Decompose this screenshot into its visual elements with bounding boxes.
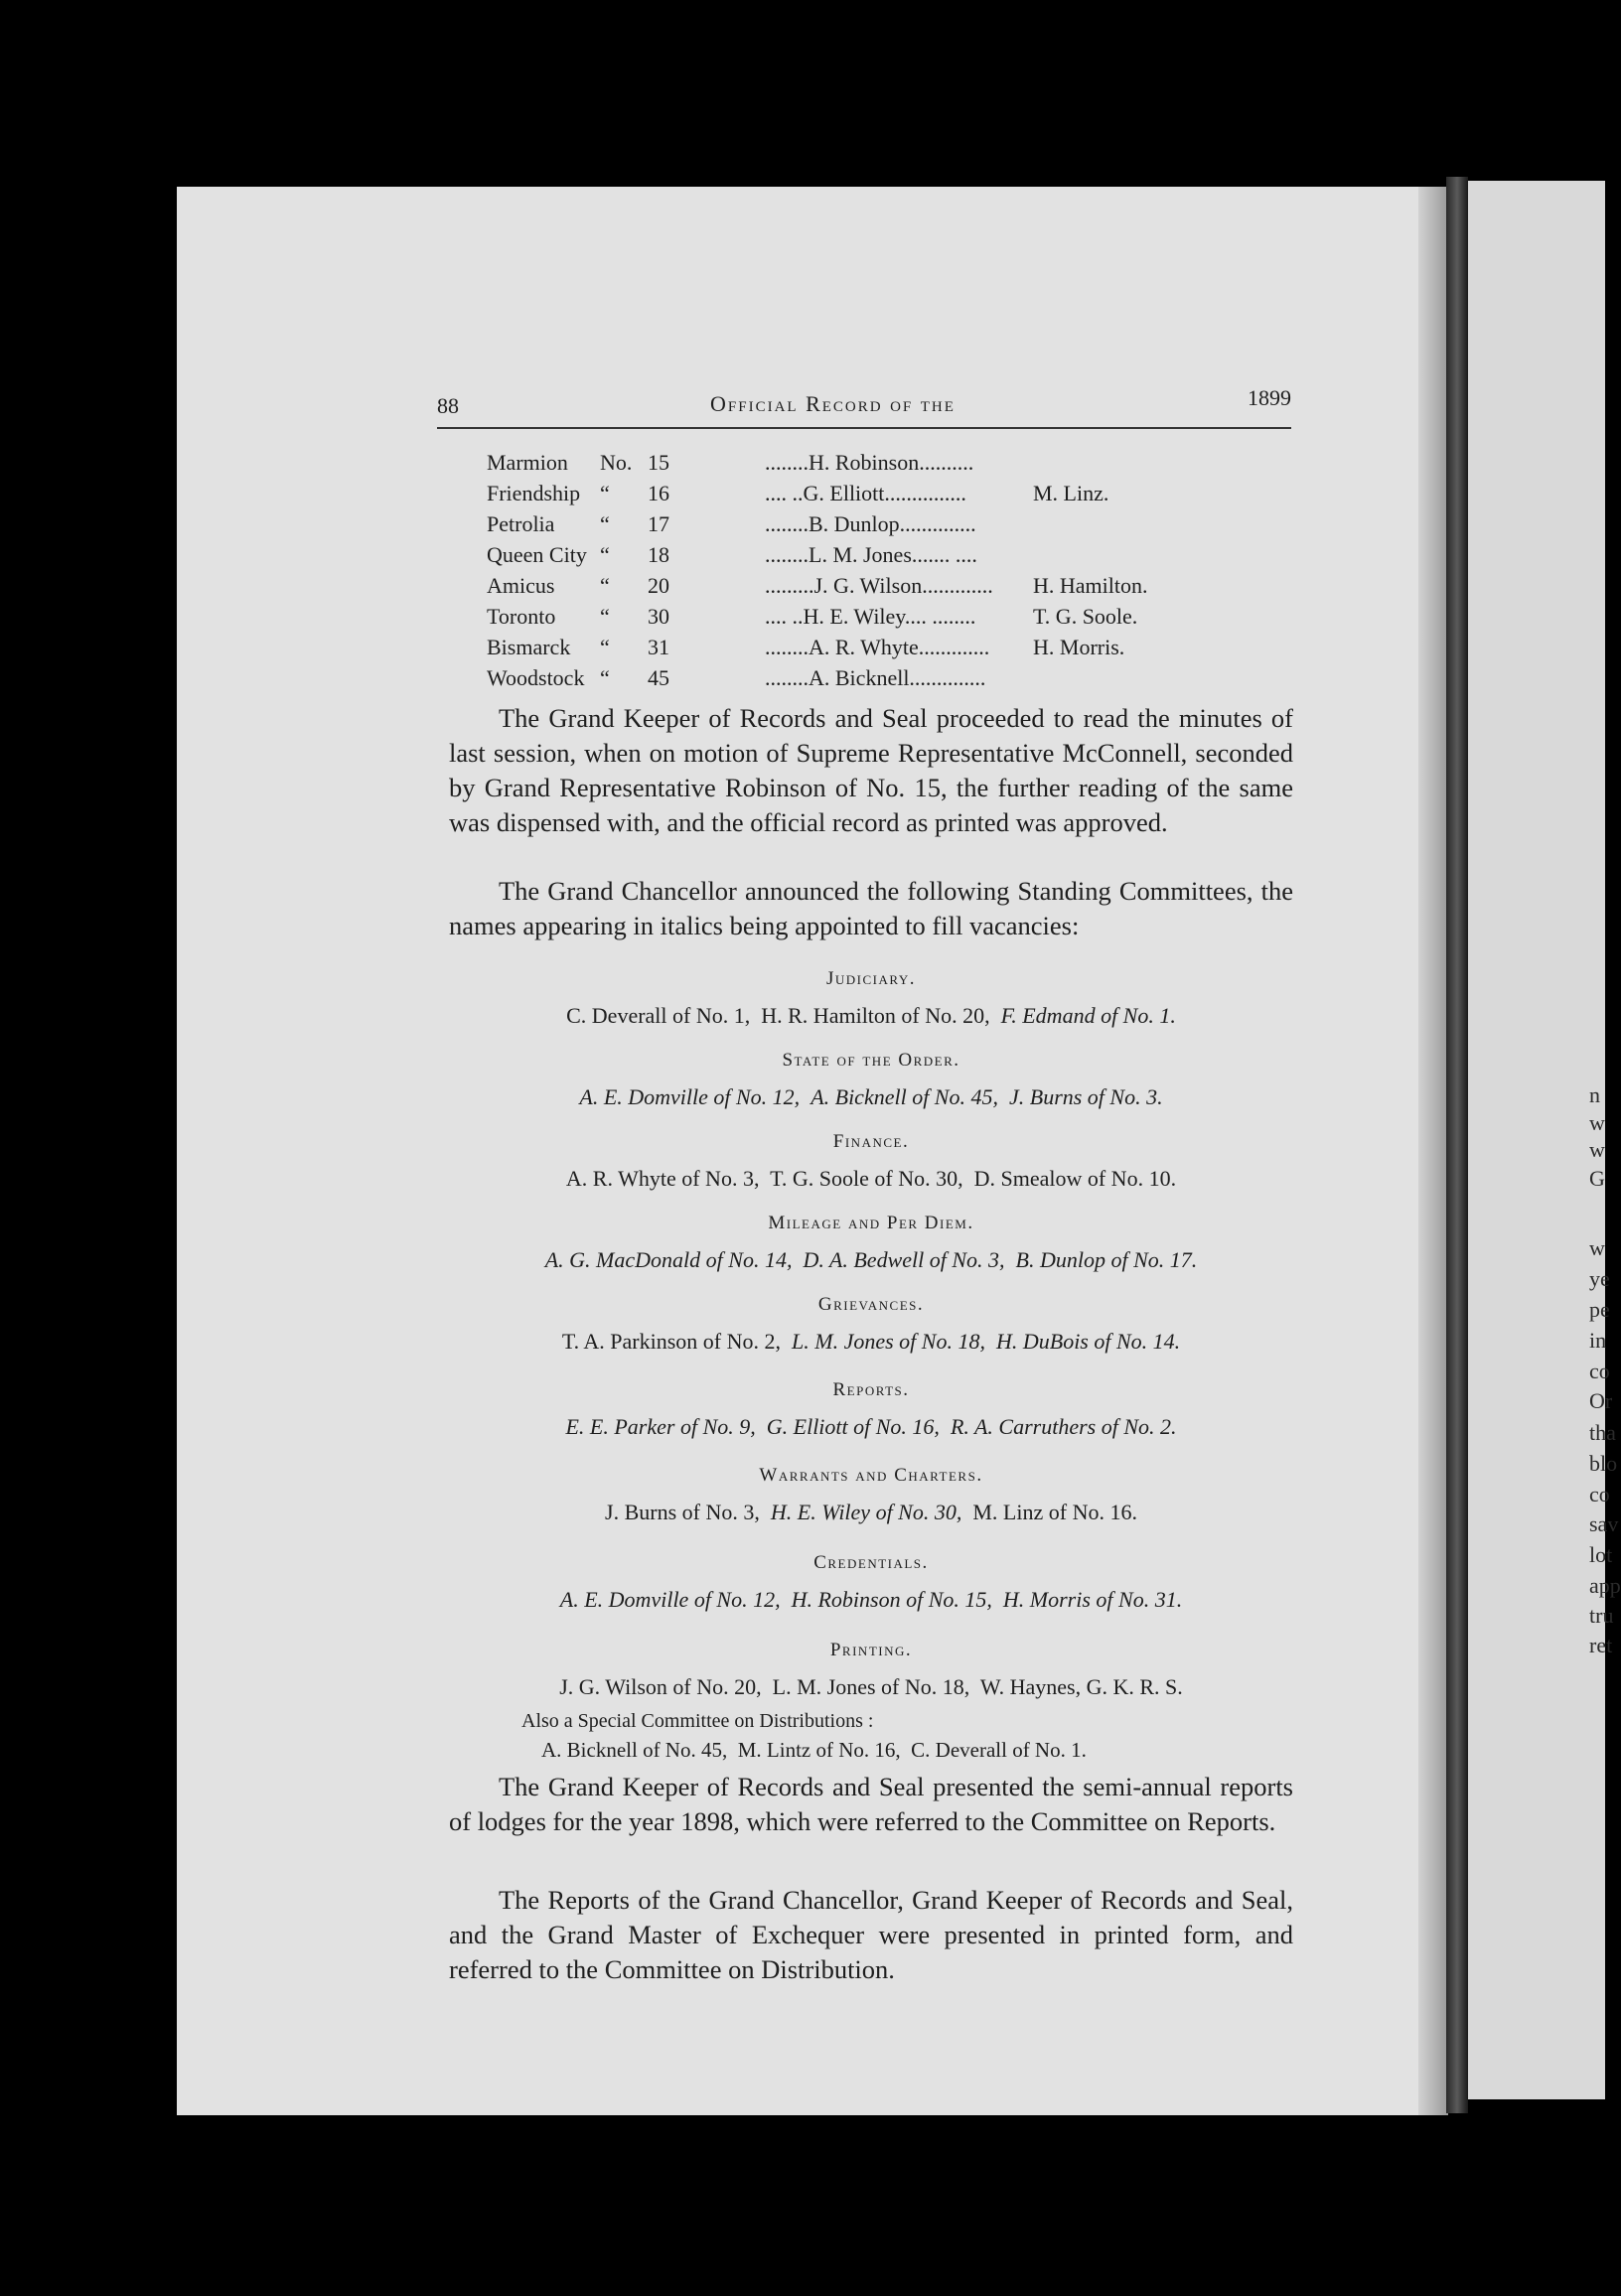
committee-heading: Warrants and Charters.: [759, 1465, 983, 1486]
header-rule: [437, 427, 1291, 429]
member: M. Lintz of No. 16,: [737, 1738, 901, 1762]
next-page-edge-text: blo: [1589, 1451, 1618, 1476]
next-page-edge-text: Or: [1589, 1388, 1613, 1413]
representative: .........J. G. Wilson.............: [765, 573, 993, 598]
lodge-name: Amicus: [487, 573, 555, 598]
next-page-edge-text: w: [1589, 1110, 1605, 1135]
member-appointed: A. E. Domville of No. 12,: [559, 1587, 781, 1612]
lodge-name: Queen City: [487, 542, 587, 567]
committee-members: [449, 1674, 1293, 1700]
committee-members: [449, 1414, 1293, 1440]
running-header: [437, 387, 1291, 427]
alternate: T. G. Soole.: [1033, 604, 1138, 629]
lodge-number: 18: [648, 542, 669, 567]
committee-heading: Credentials.: [813, 1552, 929, 1573]
member: J. Burns of No. 3,: [605, 1500, 760, 1524]
member-appointed: H. E. Wiley of No. 30,: [770, 1500, 962, 1524]
representative: .... ..G. Elliott...............: [765, 481, 966, 505]
member-appointed: J. Burns of No. 3.: [1008, 1084, 1163, 1109]
committee-heading: Printing.: [829, 1640, 913, 1660]
lodge-no: “: [600, 481, 610, 505]
lodge-no: “: [600, 604, 610, 629]
committee-members: [449, 1003, 1293, 1029]
lodge-no: “: [600, 573, 610, 598]
committee-members: [449, 1329, 1293, 1355]
lodge-number: 15: [648, 450, 669, 475]
representative: ........L. M. Jones....... ....: [765, 542, 977, 567]
committee-members: [449, 1084, 1293, 1110]
book-spine: [1446, 177, 1468, 2113]
next-page-edge-text: ret: [1589, 1633, 1613, 1657]
lodge-name: Friendship: [487, 481, 581, 505]
lodge-name: Woodstock: [487, 665, 585, 690]
member-appointed: E. E. Parker of No. 9,: [565, 1414, 756, 1439]
member-appointed: A. G. MacDonald of No. 14,: [544, 1247, 793, 1272]
member: L. M. Jones of No. 18,: [772, 1674, 970, 1699]
lodge-no: “: [600, 665, 610, 690]
member: M. Linz of No. 16.: [972, 1500, 1137, 1524]
member-appointed: R. A. Carruthers of No. 2.: [950, 1414, 1177, 1439]
member-appointed: A. E. Domville of No. 12,: [579, 1084, 801, 1109]
lodge-name: Bismarck: [487, 635, 571, 659]
lodge-name: Toronto: [487, 604, 556, 629]
member: A. Bicknell of No. 45,: [541, 1738, 728, 1762]
adjacent-page: [1468, 181, 1621, 2099]
next-page-edge-text: G: [1589, 1166, 1605, 1191]
committee-heading: Grievances.: [817, 1294, 925, 1315]
special-committee-title: Also a Special Committee on Distributions :: [521, 1710, 874, 1732]
lodge-number: 30: [648, 604, 669, 629]
committee-heading: State of the Order.: [782, 1050, 960, 1071]
committee-heading: Mileage and Per Diem.: [768, 1213, 974, 1233]
representative: ........B. Dunlop..............: [765, 511, 976, 536]
member: C. Deverall of No. 1,: [566, 1003, 751, 1028]
next-page-edge-text: w: [1589, 1235, 1605, 1260]
next-page-edge-text: ye: [1589, 1266, 1610, 1291]
member: H. R. Hamilton of No. 20,: [761, 1003, 990, 1028]
lodge-number: 45: [648, 665, 669, 690]
next-page-edge-text: sav: [1589, 1511, 1619, 1536]
member-appointed: D. A. Bedwell of No. 3,: [803, 1247, 1005, 1272]
member: A. R. Whyte of No. 3,: [565, 1166, 760, 1191]
special-committee-members: [541, 1738, 1087, 1763]
next-page-edge-text: pe: [1589, 1297, 1610, 1322]
representative: .... ..H. E. Wiley.... ........: [765, 604, 976, 629]
paragraph-distribution: The Reports of the Grand Chancellor, Grand Keeper of Records and Seal, and the Grand Master of Exchequer were presented in printed form, and referred to the Committee on Distribution.: [449, 1885, 1293, 1984]
lodge-name: Petrolia: [487, 511, 555, 536]
next-page-edge-text: w: [1589, 1137, 1605, 1162]
next-page-edge-text: co: [1589, 1359, 1610, 1383]
next-page-edge-text: tru: [1589, 1603, 1614, 1628]
committee-members: [449, 1587, 1293, 1613]
page-number: 88: [437, 393, 459, 418]
member-appointed: H. Morris of No. 31.: [1002, 1587, 1183, 1612]
member: J. G. Wilson of No. 20,: [559, 1674, 762, 1699]
member: T. G. Soole of No. 30,: [770, 1166, 963, 1191]
paragraph-semiannual-reports: The Grand Keeper of Records and Seal presented the semi-annual reports of lodges for the year 1898, which were referred to the Committee on Reports.: [449, 1772, 1293, 1836]
representative: ........A. R. Whyte.............: [765, 635, 990, 659]
member-appointed: F. Edmand of No. 1.: [1000, 1003, 1176, 1028]
alternate: M. Linz.: [1033, 481, 1109, 505]
representative: ........H. Robinson..........: [765, 450, 974, 475]
next-page-edge-text: in: [1589, 1328, 1607, 1353]
lodge-name: Marmion: [487, 450, 568, 475]
member-appointed: H. Robinson of No. 15,: [791, 1587, 992, 1612]
member: T. A. Parkinson of No. 2,: [561, 1329, 782, 1354]
committee-members: [449, 1166, 1293, 1192]
next-page-edge-text: co: [1589, 1482, 1610, 1507]
member-appointed: A. Bicknell of No. 45,: [810, 1084, 998, 1109]
next-page-edge-text: n: [1589, 1082, 1600, 1107]
committee-heading: Reports.: [832, 1379, 910, 1400]
paragraph-committees: The Grand Chancellor announced the following Standing Committees, the names appearing in italics being appointed to fill vacancies:: [449, 876, 1293, 940]
member-appointed: G. Elliott of No. 16,: [766, 1414, 940, 1439]
lodge-number: 31: [648, 635, 669, 659]
committee-heading: Judiciary.: [826, 968, 916, 989]
committee-members: [449, 1500, 1293, 1525]
representative: ........A. Bicknell..............: [765, 665, 986, 690]
next-page-edge-text: lot: [1589, 1542, 1613, 1567]
header-year: 1899: [1248, 385, 1291, 410]
next-page-edge-text: app: [1589, 1573, 1621, 1598]
header-title: Official Record of the: [710, 391, 956, 416]
next-page-edge-text: tha: [1589, 1420, 1616, 1445]
paragraph-minutes: The Grand Keeper of Records and Seal proceeded to read the minutes of last session, when on motion of Supreme Representative McConnell, seconded by Grand Representative Robinson of No. 15, the further reading of the same was dispensed with, and the official record as printed was approved.: [449, 703, 1293, 837]
lodge-no: “: [600, 542, 610, 567]
lodge-no: “: [600, 635, 610, 659]
lodge-no: No.: [600, 450, 633, 475]
member-appointed: H. DuBois of No. 14.: [995, 1329, 1181, 1354]
member-appointed: B. Dunlop of No. 17.: [1015, 1247, 1198, 1272]
lodge-number: 16: [648, 481, 669, 505]
alternate: H. Hamilton.: [1033, 573, 1148, 598]
member: D. Smealow of No. 10.: [973, 1166, 1177, 1191]
alternate: H. Morris.: [1033, 635, 1125, 659]
committee-heading: Finance.: [832, 1131, 910, 1152]
committee-members: [449, 1247, 1293, 1273]
lodge-no: “: [600, 511, 610, 536]
member-appointed: L. M. Jones of No. 18,: [792, 1329, 985, 1354]
member: C. Deverall of No. 1.: [911, 1738, 1087, 1762]
lodge-number: 17: [648, 511, 669, 536]
member: W. Haynes, G. K. R. S.: [979, 1674, 1183, 1699]
lodge-number: 20: [648, 573, 669, 598]
